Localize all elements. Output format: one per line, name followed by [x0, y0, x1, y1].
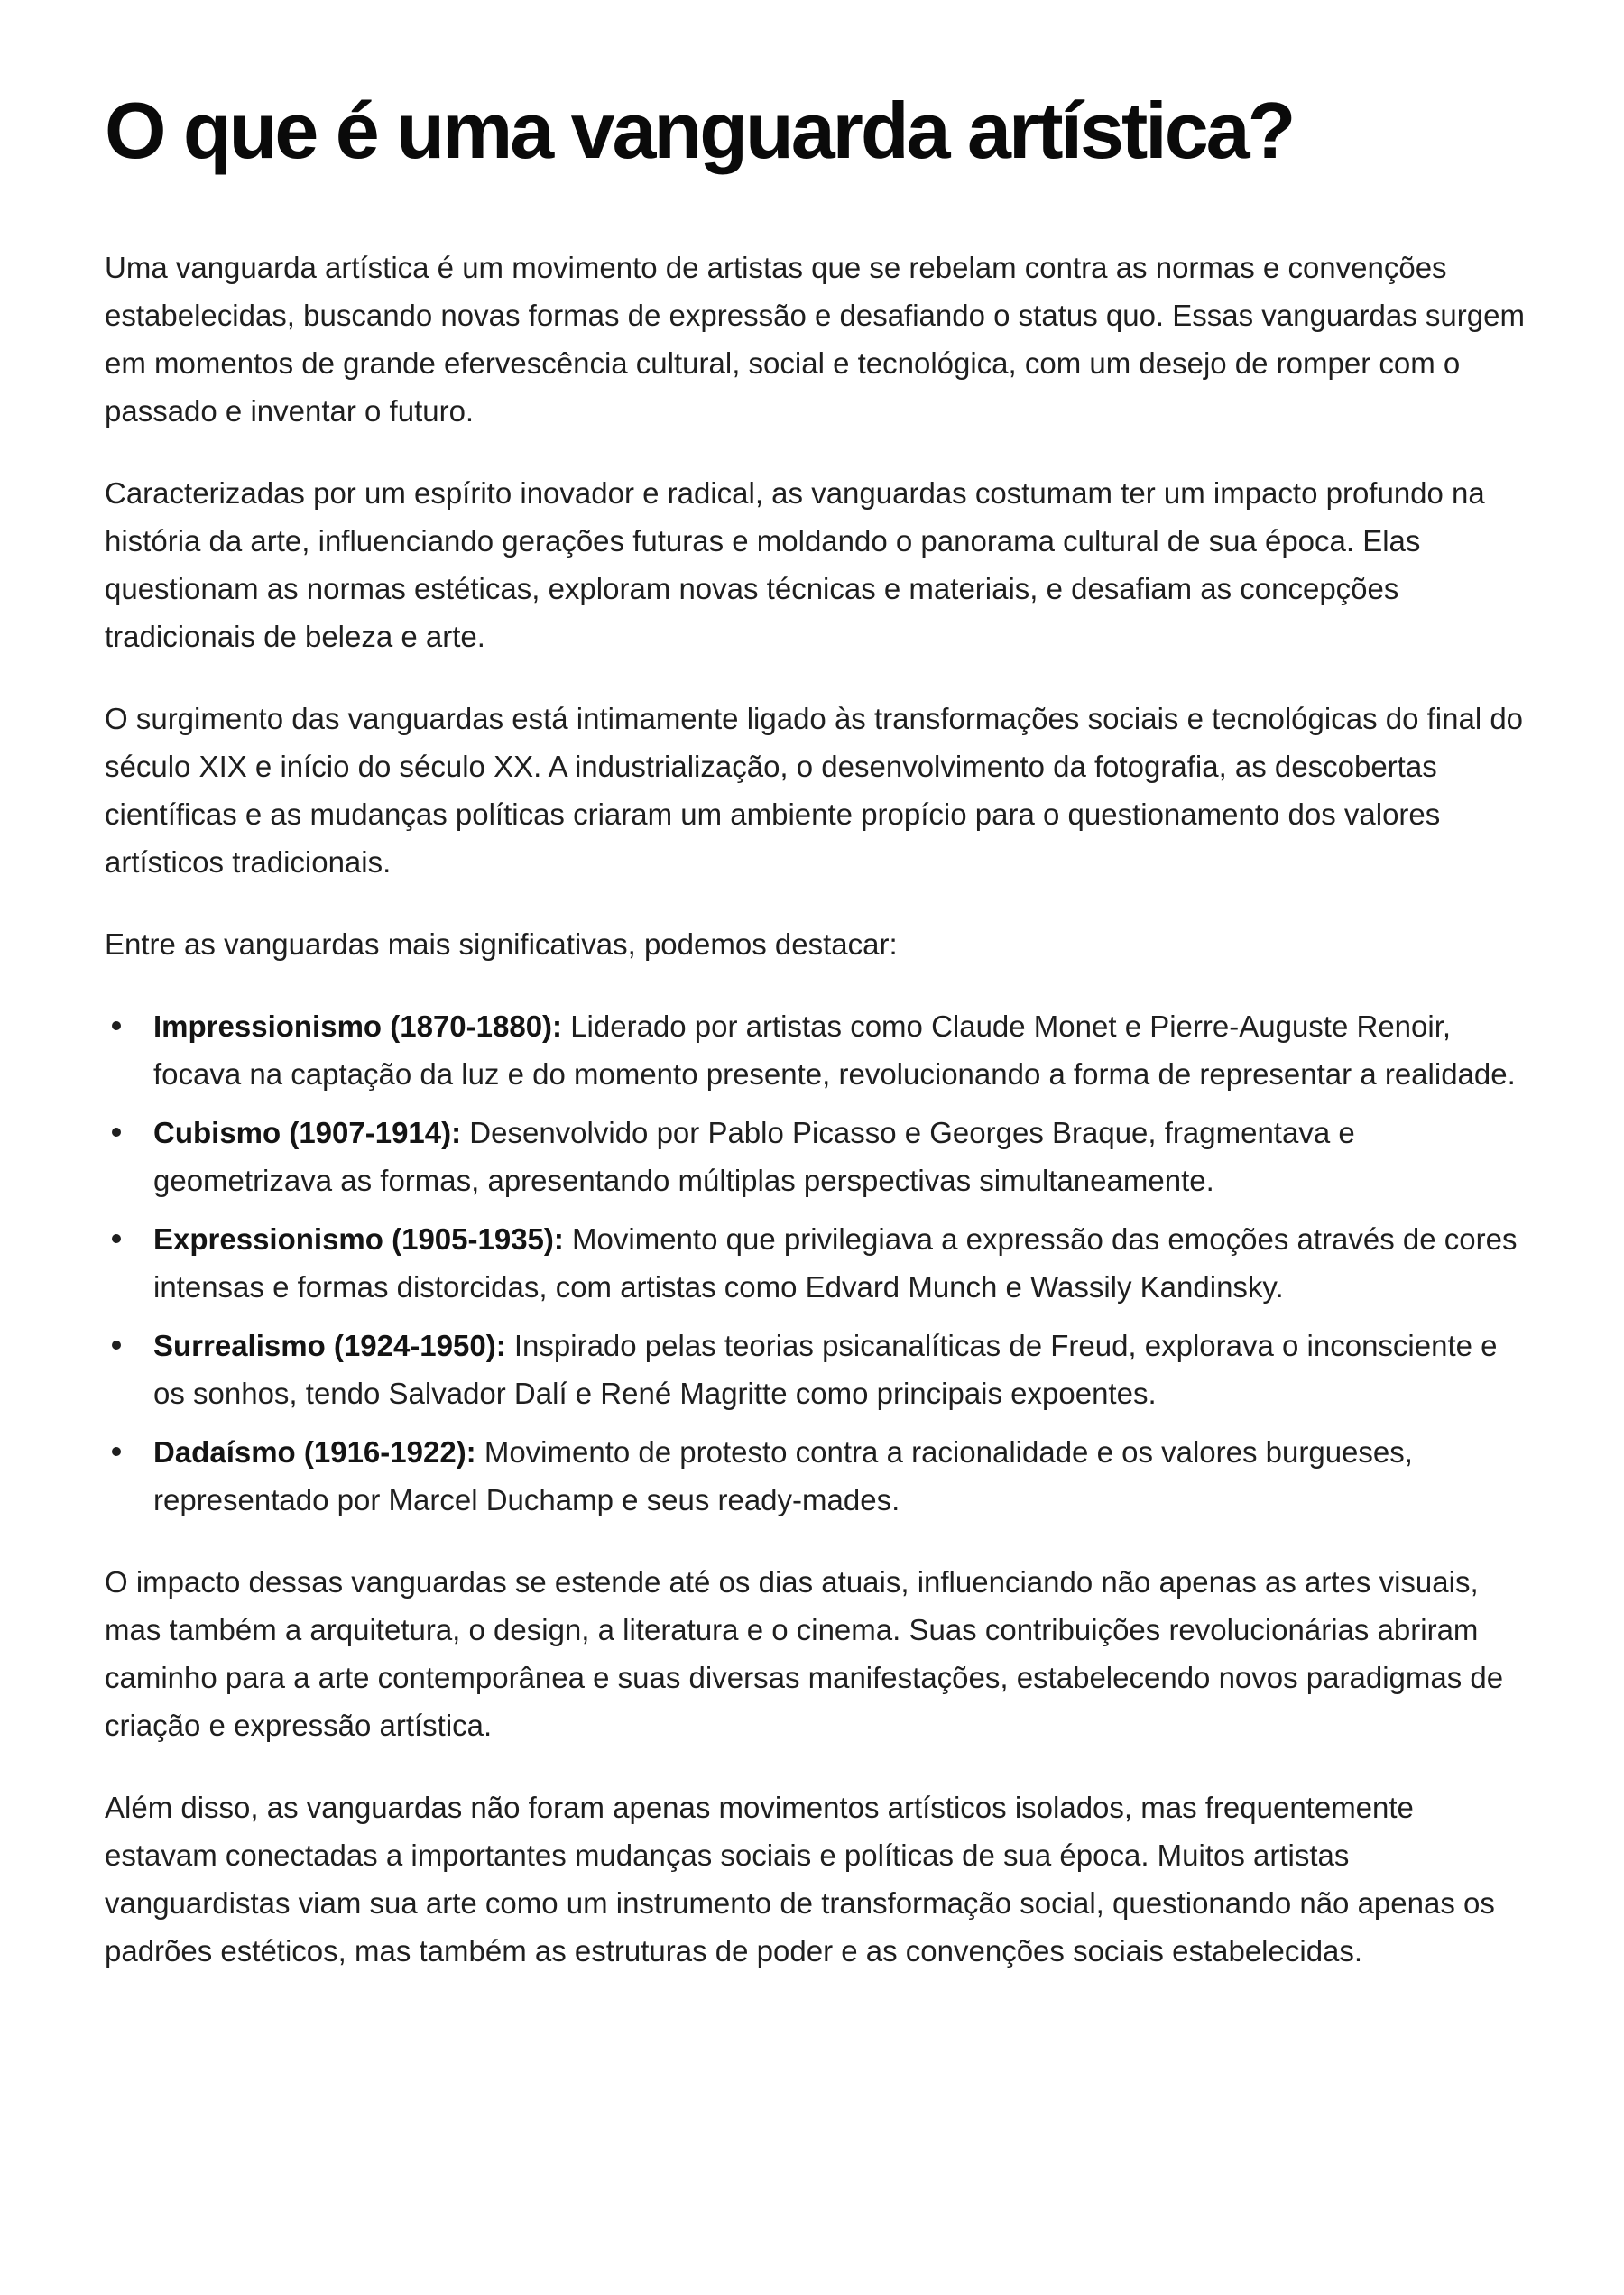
intro-paragraph-1: Uma vanguarda artística é um movimento de artistas que se rebelam contra as normas e convenções estabelecidas, buscando novas formas de expressão e desafiando o status quo. Essas vanguardas surgem em momentos de grande efervescência cultural, social e tecnológica, com um desejo de romper com o passado e inventar o futuro.: [105, 251, 1525, 428]
closing-paragraph-2: Além disso, as vanguardas não foram apenas movimentos artísticos isolados, mas frequentemente estavam conectadas a importantes mudanças sociais e políticas de sua época. Muitos artistas vanguardistas viam sua arte como um instrumento de transformação social, questionando não apenas os padrões estéticos, mas também as estruturas de poder e as convenções sociais estabelecidas.: [105, 1791, 1495, 1968]
list-item-impressionismo: [105, 1002, 1530, 1098]
list-item-dadaismo: [105, 1428, 1530, 1524]
intro-paragraph-3: O surgimento das vanguardas está intimamente ligado às transformações sociais e tecnológicas do final do século XIX e início do século XX. A industrialização, o desenvolvimento da fotografia, as descobertas científicas e as mudanças políticas criaram um ambiente propício para o questionamento dos valores artísticos tradicionais.: [105, 702, 1524, 879]
movement-description: Inspirado pelas teorias psicanalíticas de Freud, explorava o inconsciente e os sonhos, tendo Salvador Dalí e René Magritte como principais expoentes.: [153, 1329, 1498, 1410]
bullet-icon: [112, 1447, 121, 1456]
intro-paragraph-2: Caracterizadas por um espírito inovador e radical, as vanguardas costumam ter um impacto profundo na história da arte, influenciando gerações futuras e moldando o panorama cultural de sua época. Elas questionam as normas estéticas, exploram novas técnicas e materiais, e desafiam as concepções tradicionais de beleza e arte.: [105, 476, 1485, 653]
list-item-cubismo: [105, 1109, 1530, 1204]
movement-name: Expressionismo (1905-1935):: [153, 1222, 564, 1256]
page-title: O que é uma vanguarda artística?: [105, 86, 1294, 175]
list-item-expressionismo: [105, 1215, 1530, 1311]
bullet-icon: [112, 1128, 121, 1137]
movement-description: Desenvolvido por Pablo Picasso e Georges Braque, fragmentava e geometrizava as formas, apresentando múltiplas perspectivas simultaneamente.: [153, 1116, 1355, 1197]
movement-name: Surrealismo (1924-1950):: [153, 1329, 506, 1362]
movements-list: [105, 1002, 1530, 1524]
movement-description: Movimento que privilegiava a expressão das emoções através de cores intensas e formas distorcidas, com artistas como Edvard Munch e Wassily Kandinsky.: [153, 1222, 1518, 1304]
movement-description: Movimento de protesto contra a racionalidade e os valores burgueses, representado por Marcel Duchamp e seus ready-mades.: [153, 1435, 1413, 1516]
document-page: [105, 81, 1530, 2009]
movement-description: Liderado por artistas como Claude Monet e Pierre-Auguste Renoir, focava na captação da luz e do momento presente, revolucionando a forma de representar a realidade.: [153, 1009, 1516, 1091]
bullet-icon: [112, 1341, 121, 1350]
list-item-surrealismo: [105, 1322, 1530, 1417]
movement-name: Impressionismo (1870-1880):: [153, 1009, 563, 1043]
list-intro-paragraph: Entre as vanguardas mais significativas, podemos destacar:: [105, 927, 898, 961]
movement-name: Dadaísmo (1916-1922):: [153, 1435, 476, 1469]
closing-paragraph-1: O impacto dessas vanguardas se estende até os dias atuais, influenciando não apenas as artes visuais, mas também a arquitetura, o design, a literatura e o cinema. Suas contribuições revolucionárias abriram caminho para a arte contemporânea e suas diversas manifestações, estabelecendo novos paradigmas de criação e expressão artística.: [105, 1565, 1504, 1742]
bullet-icon: [112, 1021, 121, 1030]
bullet-icon: [112, 1234, 121, 1243]
movement-name: Cubismo (1907-1914):: [153, 1116, 462, 1149]
